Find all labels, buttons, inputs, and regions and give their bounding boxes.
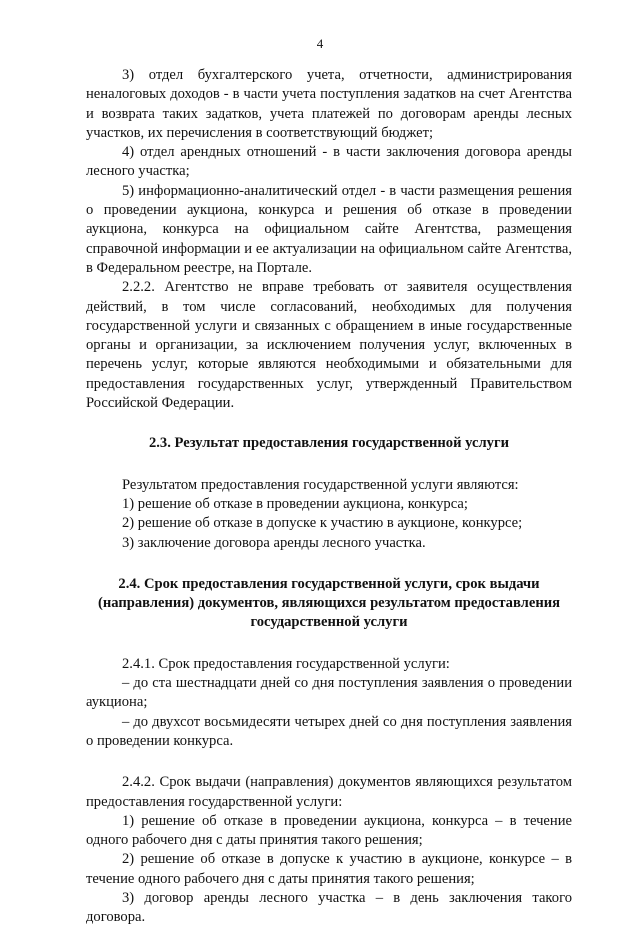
term-competition: – до двухсот восьмидесяти четырех дней со дня поступления заявления о проведении конкурса. <box>86 713 572 749</box>
page-number: 4 <box>316 36 324 51</box>
issue-term-item-1: 1) решение об отказе в проведении аукциона, конкурса – в течение одного рабочего дня с даты принятия такого решения; <box>86 812 572 849</box>
term-auction: – до ста шестнадцати дней со дня поступления заявления о проведении аукциона; <box>86 675 572 711</box>
issue-term-item-3: 3) договор аренды лесного участка – в день заключения такого договора. <box>86 889 572 926</box>
item-accounting-department: 3) отдел бухгалтерского учета, отчетности, администрирования неналоговых доходов - в части учета поступления задатков на счет Агентства и возврата таких задатков, учета платежей по договорам аренды лесных участков, их перечисления в соответствующий бюджет; <box>86 67 572 141</box>
section-2-3-intro: Результатом предоставления государственной услуги являются: <box>122 476 519 493</box>
paragraph-2-4-1-intro: 2.4.1. Срок предоставления государственной услуги: <box>122 655 450 672</box>
paragraph-2-2-2: 2.2.2. Агентство не вправе требовать от заявителя осуществления действий, в том числе согласований, необходимых для получения государственной услуги и связанных с обращением в иные государственные органы и организации, за исключением получения услуг, включенных в перечень услуг, которые являются необходимыми и обязательными для предоставления государственных услуг, утвержденный Правительством Российской Федерации. <box>86 279 572 412</box>
paragraph-2-4-2-intro: 2.4.2. Срок выдачи (направления) документов являющихся результатом предоставления государственной услуги: <box>86 774 572 810</box>
issue-term-item-2: 2) решение об отказе в допуске к участию в аукционе, конкурсе – в течение одного рабочего дня с даты принятия такого решения; <box>86 851 572 887</box>
section-2-4-heading: 2.4. Срок предоставления государственной услуги, срок выдачи (направления) документов, являющихся результатом предоставления государственной услуги <box>97 575 561 631</box>
result-item-2: 2) решение об отказе в допуске к участию в аукционе, конкурсе; <box>122 515 523 532</box>
item-lease-department: 4) отдел арендных отношений - в части заключения договора аренды лесного участка; <box>86 144 572 180</box>
item-analytics-department: 5) информационно-аналитический отдел - в части размещения решения о проведении аукциона, конкурса и решения об отказе в проведении аукциона, конкурса на официальном сайте Агентства, размещения справочной информации и ее актуализации на официальном сайте Агентства, в Федеральном реестре, на Портале. <box>86 182 572 276</box>
result-item-1: 1) решение об отказе в проведении аукциона, конкурса; <box>122 495 468 512</box>
section-2-3-heading: 2.3. Результат предоставления государственной услуги <box>148 435 510 452</box>
result-item-3: 3) заключение договора аренды лесного участка. <box>122 534 426 551</box>
page-content <box>86 66 572 928</box>
